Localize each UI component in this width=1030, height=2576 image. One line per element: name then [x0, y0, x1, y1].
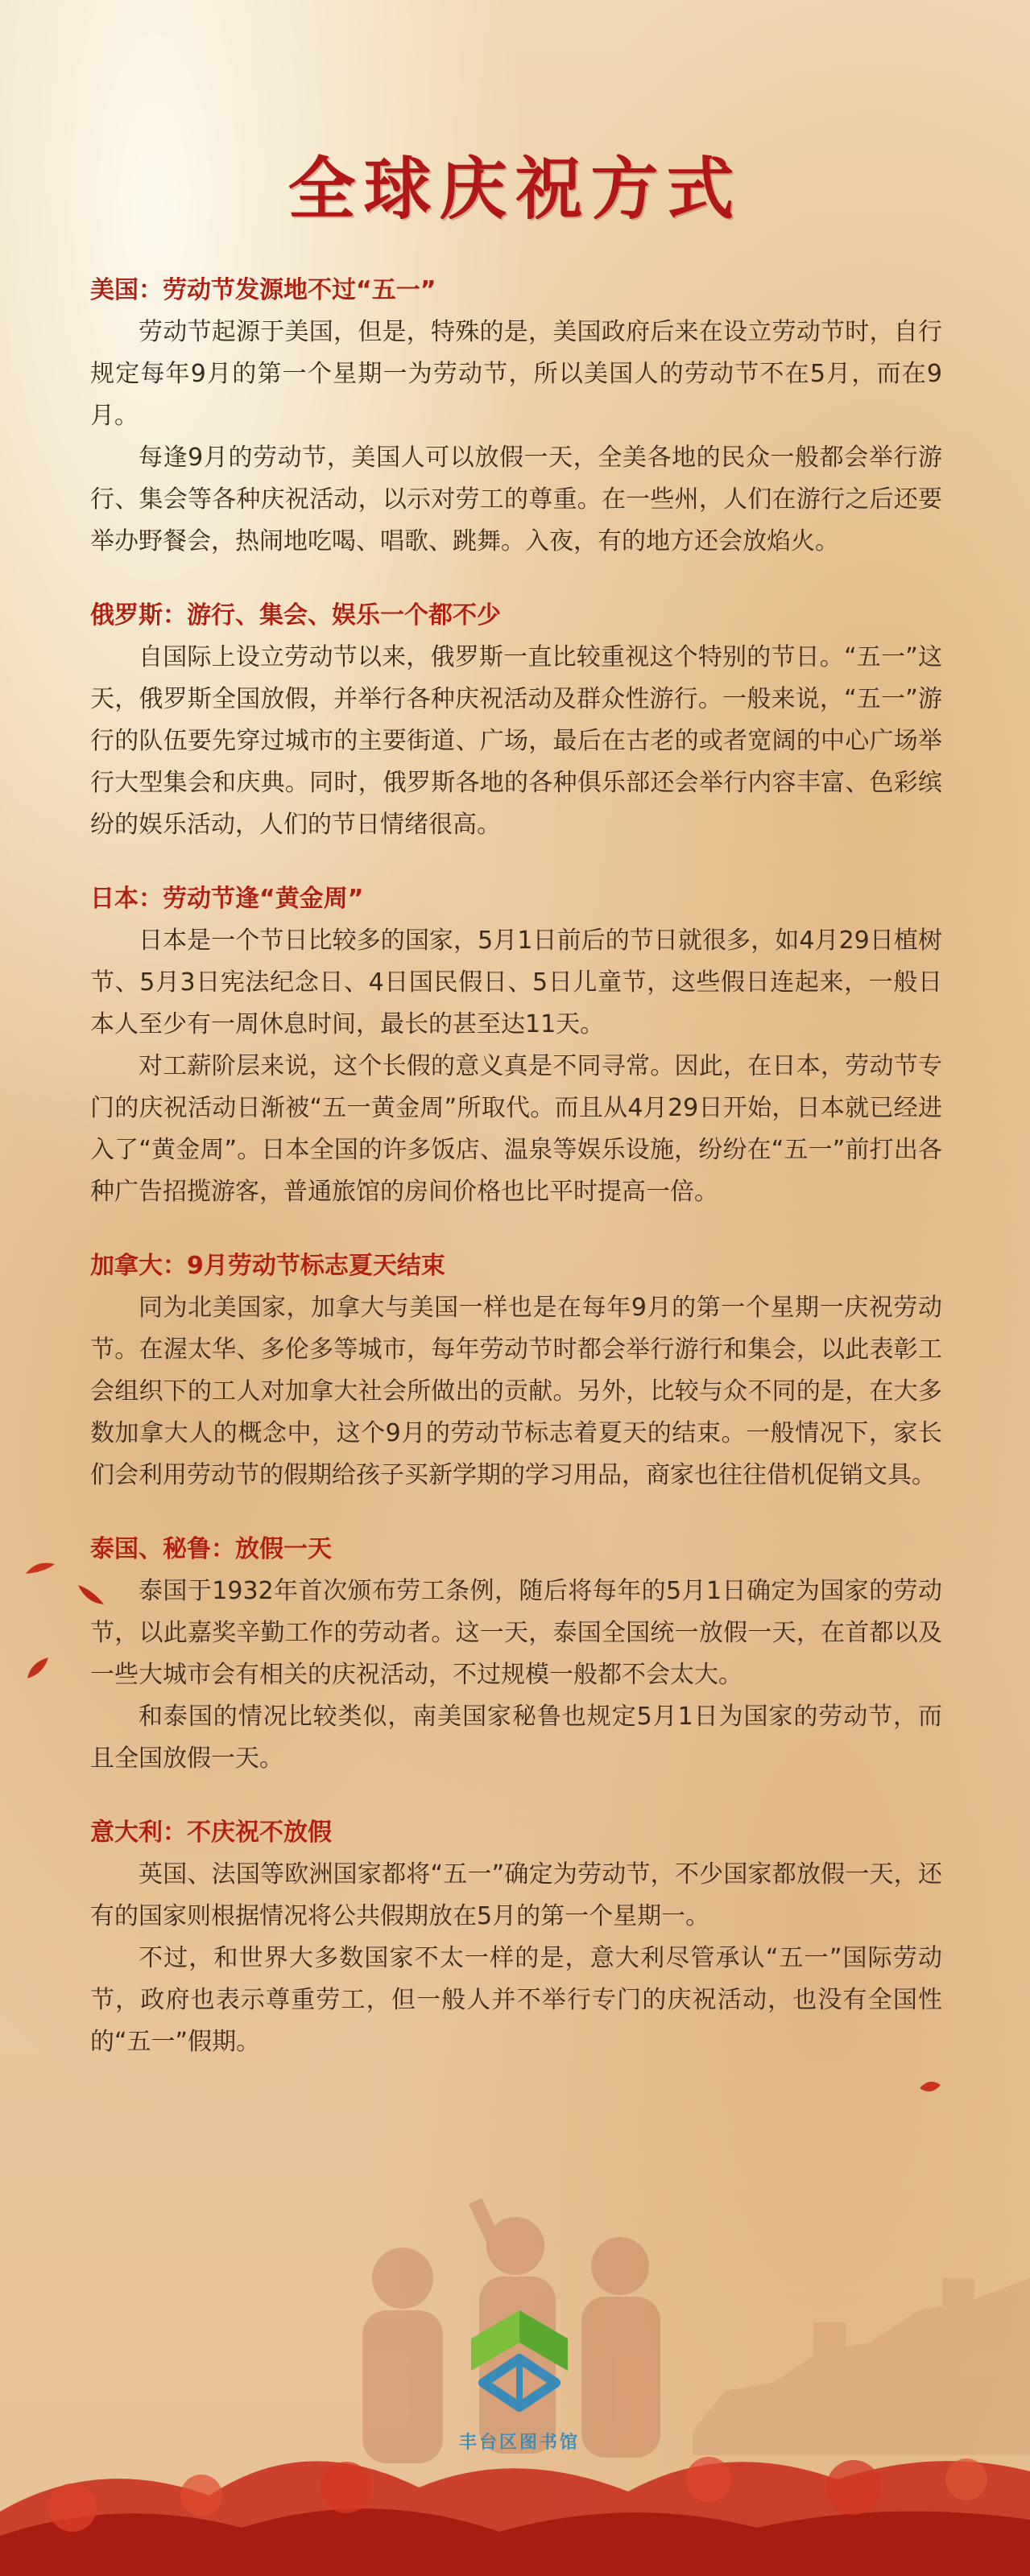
paragraph: 和泰国的情况比较类似，南美国家秘鲁也规定5月1日为国家的劳动节，而且全国放假一天。 [90, 1703, 942, 1773]
section-heading: 俄罗斯：游行、集会、娱乐一个都不少 [90, 601, 501, 630]
section-heading: 意大利：不庆祝不放假 [90, 1818, 332, 1847]
section-japan [90, 878, 942, 1213]
great-wall-silhouette [693, 2278, 1030, 2455]
paragraph: 劳动节起源于美国，但是，特殊的是，美国政府后来在设立劳动节时，自行规定每年9月的第一个星期一为劳动节，所以美国人的劳动节不在5月，而在9月。 [90, 318, 942, 430]
paragraph: 日本是一个节日比较多的国家，5月1日前后的节日就很多，如4月29日植树节、5月3日宪法纪念日、4日国民假日、5日儿童节，这些假日连起来，一般日本人至少有一周休息时间，最长的甚至达11天。 [90, 927, 942, 1038]
petal-icon [77, 1582, 105, 1608]
section-italy [90, 1812, 942, 2063]
petal-icon [24, 1558, 56, 1582]
paragraph: 对工薪阶层来说，这个长假的意义真是不同寻常。因此，在日本，劳动节专门的庆祝活动日渐被“五一黄金周”所取代。而且从4月29日开始，日本就已经进入了“黄金周”。日本全国的许多饭店、温泉等娱乐设施，纷纷在“五一”前打出各种广告招揽游客，普通旅馆的房间价格也比平时提高一倍。 [90, 1052, 942, 1206]
paragraph: 同为北美国家，加拿大与美国一样也是在每年9月的第一个星期一庆祝劳动节。在渥太华、多伦多等城市，每年劳动节时都会举行游行和集会，以此表彰工会组织下的工人对加拿大社会所做出的贡献。另外，比较与众不同的是，在大多数加拿大人的概念中，这个9月的劳动节标志着夏天的结束。一般情况下，家长们会利用劳动节的假期给孩子买新学期的学习用品，商家也往往借机促销文具。 [90, 1294, 942, 1489]
red-flower-band [0, 2457, 1030, 2576]
paragraph: 英国、法国等欧洲国家都将“五一”确定为劳动节，不少国家都放假一天，还有的国家则根据情况将公共假期放在5月的第一个星期一。 [90, 1860, 942, 1930]
section-canada [90, 1245, 942, 1496]
paragraph: 每逢9月的劳动节，美国人可以放假一天，全美各地的民众一般都会举行游行、集会等各种庆祝活动，以示对劳工的尊重。在一些州，人们在游行之后还要举办野餐会，热闹地吃喝、唱歌、跳舞。入夜，有的地方还会放焰火。 [90, 444, 942, 555]
section-russia [90, 595, 942, 846]
section-thailand-peru [90, 1529, 942, 1780]
paragraph: 不过，和世界大多数国家不太一样的是，意大利尽管承认“五一”国际劳动节，政府也表示尊重劳工，但一般人并不举行专门的庆祝活动，也没有全国性的“五一”假期。 [90, 1944, 942, 2056]
page-title: 全球庆祝方式 [287, 149, 743, 229]
paragraph: 泰国于1932年首次颁布劳工条例，随后将每年的5月1日确定为国家的劳动节，以此嘉奖辛勤工作的劳动者。这一天，泰国全国统一放假一天，在首都以及一些大城市会有相关的庆祝活动，不过规模一般都不会太大。 [90, 1577, 942, 1689]
petal-icon [24, 1654, 52, 1682]
section-heading: 日本：劳动节逢“黄金周” [90, 885, 364, 913]
section-heading: 加拿大：9月劳动节标志夏天结束 [90, 1252, 445, 1280]
petal-icon [918, 2077, 942, 2098]
section-usa [90, 270, 942, 563]
paragraph: 自国际上设立劳动节以来，俄罗斯一直比较重视这个特别的节日。“五一”这天，俄罗斯全国放假，并举行各种庆祝活动及群众性游行。一般来说，“五一”游行的队伍要先穿过城市的主要街道、广场，最后在古老的或者宽阔的中心广场举行大型集会和庆典。同时，俄罗斯各地的各种俱乐部还会举行内容丰富、色彩缤纷的娱乐活动，人们的节日情绪很高。 [90, 643, 942, 839]
section-heading: 泰国、秘鲁：放假一天 [90, 1535, 332, 1563]
article-content [90, 270, 942, 2095]
section-heading: 美国：劳动节发源地不过“五一” [90, 276, 436, 304]
library-name: 丰台区图书馆 [458, 2433, 580, 2453]
library-book-logo-icon [451, 2294, 588, 2431]
